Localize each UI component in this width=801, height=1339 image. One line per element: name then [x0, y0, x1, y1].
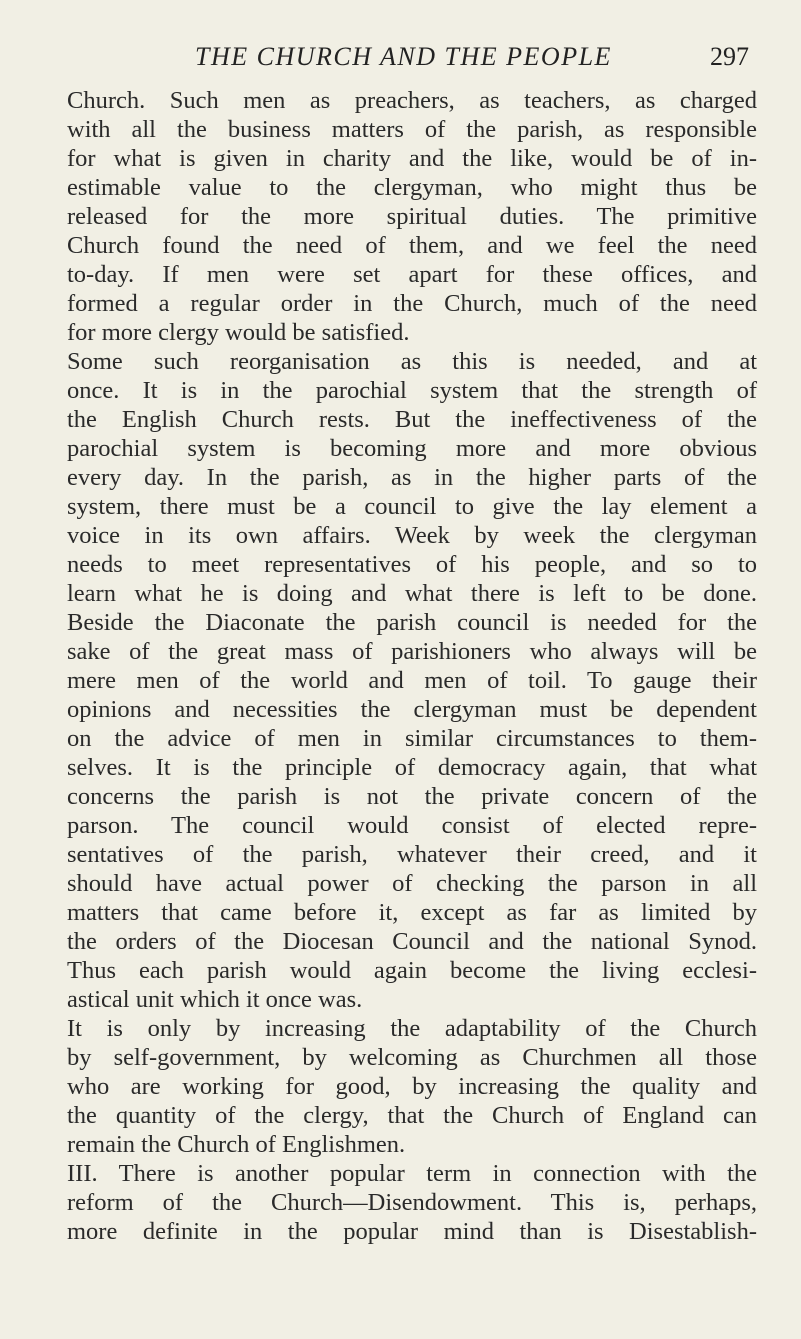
text-line: Church found the need of them, and we feel the need [67, 232, 757, 259]
text-line: learn what he is doing and what there is left to be done. [67, 580, 757, 607]
text-line: for more clergy would be satisfied. [67, 319, 410, 346]
text-line: parochial system is becoming more and more obvious [67, 435, 757, 462]
text-line: Thus each parish would again become the living ecclesi- [67, 957, 757, 984]
text-line: who are working for good, by increasing the quality and [67, 1073, 757, 1100]
text-line: needs to meet representatives of his people, and so to [67, 551, 757, 578]
text-line: the orders of the Diocesan Council and the national Synod. [67, 928, 757, 955]
running-head-title: THE CHURCH AND THE PEOPLE [195, 42, 612, 71]
text-line: estimable value to the clergyman, who might thus be [67, 174, 757, 201]
text-line: Some such reorganisation as this is needed, and at [67, 348, 757, 375]
text-line: astical unit which it once was. [67, 986, 363, 1013]
text-line: once. It is in the parochial system that the strength of [67, 377, 757, 404]
text-line: formed a regular order in the Church, much of the need [67, 290, 757, 317]
text-line: by self-government, by welcoming as Churchmen all those [67, 1044, 757, 1071]
text-line: remain the Church of Englishmen. [67, 1131, 406, 1158]
text-line: sake of the great mass of parishioners who always will be [67, 638, 757, 665]
text-line: more definite in the popular mind than is Disestablish- [67, 1218, 757, 1245]
body-text [67, 86, 757, 1246]
page-number: 297 [710, 42, 749, 71]
text-line: opinions and necessities the clergyman must be dependent [67, 696, 757, 723]
text-line: reform of the Church—Disendowment. This is, perhaps, [67, 1189, 757, 1216]
text-line: selves. It is the principle of democracy again, that what [67, 754, 757, 781]
text-line: It is only by increasing the adaptability of the Church [67, 1015, 757, 1042]
text-line: matters that came before it, except as far as limited by [67, 899, 757, 926]
text-line: Church. Such men as preachers, as teachers, as charged [67, 87, 757, 114]
text-line: with all the business matters of the parish, as responsible [67, 116, 757, 143]
text-line: on the advice of men in similar circumstances to them- [67, 725, 757, 752]
text-line: released for the more spiritual duties. The primitive [67, 203, 757, 230]
text-line: for what is given in charity and the like, would be of in- [67, 145, 757, 172]
text-line: sentatives of the parish, whatever their creed, and it [67, 841, 757, 868]
text-line: the English Church rests. But the ineffectiveness of the [67, 406, 757, 433]
text-line: concerns the parish is not the private concern of the [67, 783, 757, 810]
text-line: system, there must be a council to give the lay element a [67, 493, 757, 520]
text-line: should have actual power of checking the parson in all [67, 870, 757, 897]
text-line: to-day. If men were set apart for these offices, and [67, 261, 757, 288]
text-line: parson. The council would consist of elected repre- [67, 812, 757, 839]
text-line: Beside the Diaconate the parish council is needed for the [67, 609, 757, 636]
text-line: III. There is another popular term in connection with the [67, 1160, 757, 1187]
text-line: voice in its own affairs. Week by week the clergyman [67, 522, 757, 549]
text-line: mere men of the world and men of toil. To gauge their [67, 667, 757, 694]
text-line: every day. In the parish, as in the higher parts of the [67, 464, 757, 491]
text-line: the quantity of the clergy, that the Church of England can [67, 1102, 757, 1129]
running-head [0, 42, 801, 82]
